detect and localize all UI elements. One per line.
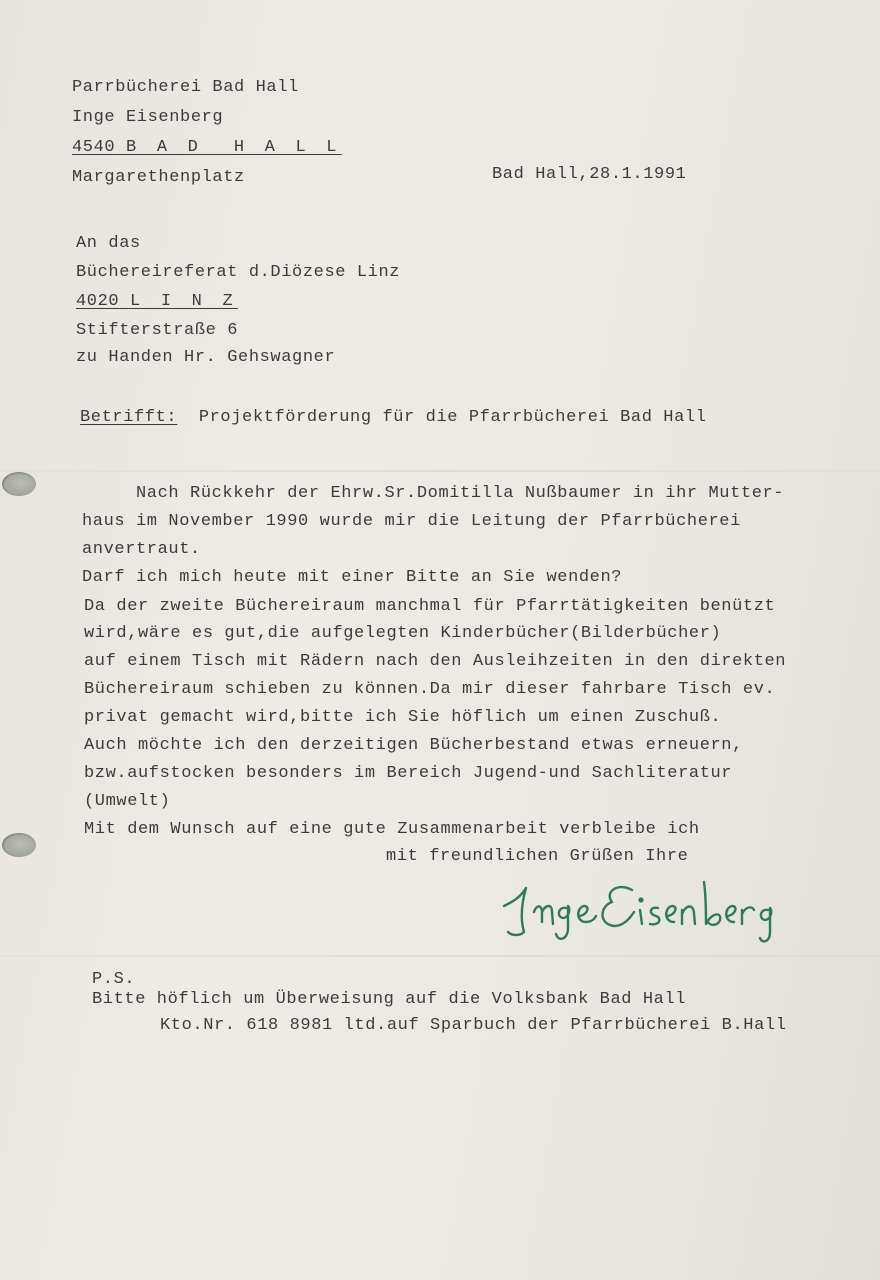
body-line: haus im November 1990 wurde mir die Leitung der Pfarrbücherei xyxy=(82,512,741,531)
ps-account-line: Kto.Nr. 618 8981 ltd.auf Sparbuch der Pfarrbücherei B.Hall xyxy=(160,1016,787,1035)
body-line: Mit dem Wunsch auf eine gute Zusammenarbeit verbleibe ich xyxy=(84,820,700,839)
body-line: Da der zweite Büchereiraum manchmal für Pfarrtätigkeiten benützt xyxy=(84,597,776,616)
letter-date: Bad Hall,28.1.1991 xyxy=(492,165,687,184)
closing-line: mit freundlichen Grüßen Ihre xyxy=(386,847,689,866)
sender-street: Margarethenplatz xyxy=(72,168,245,187)
subject-text: Projektförderung für die Pfarrbücherei Bad Hall xyxy=(198,408,707,427)
body-line: auf einem Tisch mit Rädern nach den Ausleihzeiten in den direkten xyxy=(84,652,787,671)
recipient-street: Stifterstraße 6 xyxy=(76,321,239,340)
sender-postcode: 4540 xyxy=(72,138,116,157)
sender-city: B A D H A L L xyxy=(126,138,342,157)
body-line: Nach Rückkehr der Ehrw.Sr.Domitilla Nußbaumer in ihr Mutter- xyxy=(82,484,785,503)
sender-postal-line xyxy=(72,138,342,158)
recipient-salutation: An das xyxy=(76,234,141,253)
recipient-postal-line xyxy=(76,292,238,312)
body-line: Darf ich mich heute mit einer Bitte an Sie wenden? xyxy=(82,568,623,587)
body-line: bzw.aufstocken besonders im Bereich Jugend-und Sachliteratur xyxy=(84,764,733,783)
paper-fold xyxy=(0,955,880,957)
punch-hole-icon xyxy=(2,833,36,857)
paper-fold xyxy=(0,470,880,472)
ps-label: P.S. xyxy=(92,970,136,989)
handwritten-signature xyxy=(500,868,785,948)
recipient-postcode: 4020 xyxy=(76,292,120,311)
recipient-attention: zu Handen Hr. Gehswagner xyxy=(76,348,336,367)
body-line: wird,wäre es gut,die aufgelegten Kinderbücher(Bilderbücher) xyxy=(84,624,722,643)
body-line: Büchereiraum schieben zu können.Da mir dieser fahrbare Tisch ev. xyxy=(84,680,776,699)
body-line: Auch möchte ich den derzeitigen Bücherbestand etwas erneuern, xyxy=(84,736,743,755)
subject-line xyxy=(80,408,707,428)
body-line: privat gemacht wird,bitte ich Sie höflich um einen Zuschuß. xyxy=(84,708,722,727)
sender-name: Inge Eisenberg xyxy=(72,108,224,127)
ps-line: Bitte höflich um Überweisung auf die Volksbank Bad Hall xyxy=(92,990,687,1009)
body-line: (Umwelt) xyxy=(84,792,171,811)
punch-hole-icon xyxy=(2,472,36,496)
subject-label: Betrifft: xyxy=(80,408,178,427)
recipient-organization: Büchereireferat d.Diözese Linz xyxy=(76,263,401,282)
sender-organization: Parrbücherei Bad Hall xyxy=(72,78,299,97)
body-line: anvertraut. xyxy=(82,540,201,559)
recipient-city: L I N Z xyxy=(130,292,238,311)
